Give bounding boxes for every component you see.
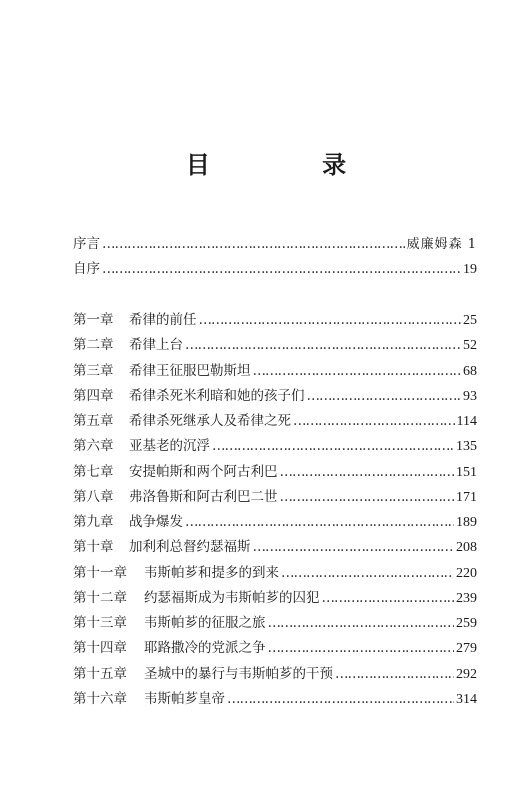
leader-dots (253, 359, 462, 384)
chapter-title: 韦斯帕芗皇帝 (144, 690, 225, 707)
leader-dots (102, 232, 405, 257)
chapter-title: 希律的前任 (129, 312, 197, 328)
toc-entry-chapter-7[interactable] (73, 460, 477, 485)
chapter-page: 151 (456, 464, 477, 480)
chapter-page: 171 (456, 489, 477, 505)
leader-dots (102, 257, 461, 282)
chapter-title: 战争爆发 (129, 514, 183, 530)
chapter-number: 第七章 (73, 463, 114, 480)
chapter-page: 220 (456, 565, 477, 581)
chapter-title: 弗洛鲁斯和阿古利巴二世 (129, 488, 278, 505)
chapter-title: 安提帕斯和两个阿古利巴 (129, 463, 278, 480)
chapter-number: 第四章 (73, 387, 114, 404)
leader-dots (307, 384, 462, 409)
chapter-page: 279 (456, 641, 477, 657)
toc-entry-page: 19 (463, 262, 477, 278)
chapter-number: 第九章 (73, 514, 114, 530)
chapter-page: 292 (456, 666, 477, 682)
chapter-page: 189 (456, 515, 477, 530)
leader-dots (227, 687, 454, 712)
toc-entry-chapter-16[interactable] (73, 687, 477, 712)
chapter-page: 52 (463, 338, 477, 354)
toc-entry-page: 威廉姆森 1 (406, 237, 477, 252)
chapter-page: 259 (456, 616, 477, 631)
chapter-page: 68 (463, 363, 477, 379)
leader-dots (268, 611, 455, 636)
chapter-title: 加利利总督约瑟福斯 (129, 539, 251, 556)
chapter-number: 第十三章 (73, 615, 127, 631)
chapter-page: 135 (456, 439, 477, 455)
chapter-title: 韦斯帕芗和提多的到来 (144, 564, 279, 581)
chapter-number: 第五章 (73, 413, 114, 429)
toc-entry-preface[interactable] (73, 232, 477, 257)
toc-entry-chapter-4[interactable] (73, 384, 477, 409)
leader-dots (253, 535, 455, 560)
chapter-title: 亚基老的沉浮 (129, 438, 210, 455)
toc-entry-chapter-15[interactable] (73, 662, 477, 687)
chapter-title: 约瑟福斯成为韦斯帕芗的囚犯 (144, 589, 320, 606)
chapter-number: 第十五章 (73, 665, 127, 682)
leader-dots (335, 662, 454, 687)
chapter-title: 希律王征服巴勒斯坦 (129, 362, 251, 379)
chapter-number: 第六章 (73, 438, 114, 455)
page-title: 目 录 (185, 151, 399, 179)
chapter-title: 希律杀死继承人及希律之死 (129, 413, 291, 429)
chapter-number: 第十一章 (73, 564, 127, 581)
toc-entry-chapter-5[interactable] (73, 409, 477, 434)
chapter-number: 第十六章 (73, 690, 127, 707)
toc-entry-chapter-13[interactable] (73, 611, 477, 636)
leader-dots (280, 460, 455, 485)
leader-dots (268, 636, 455, 661)
chapter-page: 239 (456, 590, 477, 606)
toc-entry-chapter-1[interactable] (73, 308, 477, 333)
toc-entry-chapter-9[interactable] (73, 510, 477, 535)
chapter-title: 耶路撒冷的党派之争 (144, 640, 266, 657)
toc-entry-label: 序言 (73, 236, 100, 252)
toc-entry-author-preface[interactable] (73, 257, 477, 282)
chapter-title: 韦斯帕芗的征服之旅 (144, 615, 266, 631)
leader-dots (185, 510, 454, 535)
chapter-number: 第二章 (73, 337, 114, 354)
chapter-page: 93 (463, 388, 477, 404)
chapter-page: 208 (456, 540, 477, 556)
toc-entry-chapter-2[interactable] (73, 333, 477, 358)
chapter-page: 114 (456, 414, 477, 429)
toc-entry-chapter-14[interactable] (73, 636, 477, 661)
chapter-number: 第十二章 (73, 589, 127, 606)
chapter-number: 第十章 (73, 539, 114, 556)
leader-dots (212, 434, 454, 459)
chapter-number: 第八章 (73, 488, 114, 505)
chapter-number: 第一章 (73, 312, 114, 328)
toc-entry-chapter-12[interactable] (73, 586, 477, 611)
chapter-title: 希律上台 (129, 337, 183, 354)
toc-entry-chapter-8[interactable] (73, 485, 477, 510)
leader-dots (280, 485, 455, 510)
leader-dots (322, 586, 455, 611)
chapter-number: 第三章 (73, 362, 114, 379)
chapter-page: 25 (463, 313, 477, 328)
toc-entry-label: 自序 (73, 261, 100, 278)
chapter-title: 希律杀死米利暗和她的孩子们 (129, 387, 305, 404)
front-matter-list (73, 232, 477, 283)
chapter-page: 314 (456, 691, 477, 707)
toc-entry-chapter-11[interactable] (73, 561, 477, 586)
leader-dots (185, 333, 461, 358)
toc-entry-chapter-3[interactable] (73, 359, 477, 384)
chapter-number: 第十四章 (73, 640, 127, 657)
toc-entry-chapter-10[interactable] (73, 535, 477, 560)
leader-dots (293, 409, 455, 434)
chapter-list (73, 308, 477, 712)
leader-dots (281, 561, 454, 586)
leader-dots (199, 308, 462, 333)
chapter-title: 圣城中的暴行与韦斯帕芗的干预 (144, 665, 333, 682)
toc-entry-chapter-6[interactable] (73, 434, 477, 459)
